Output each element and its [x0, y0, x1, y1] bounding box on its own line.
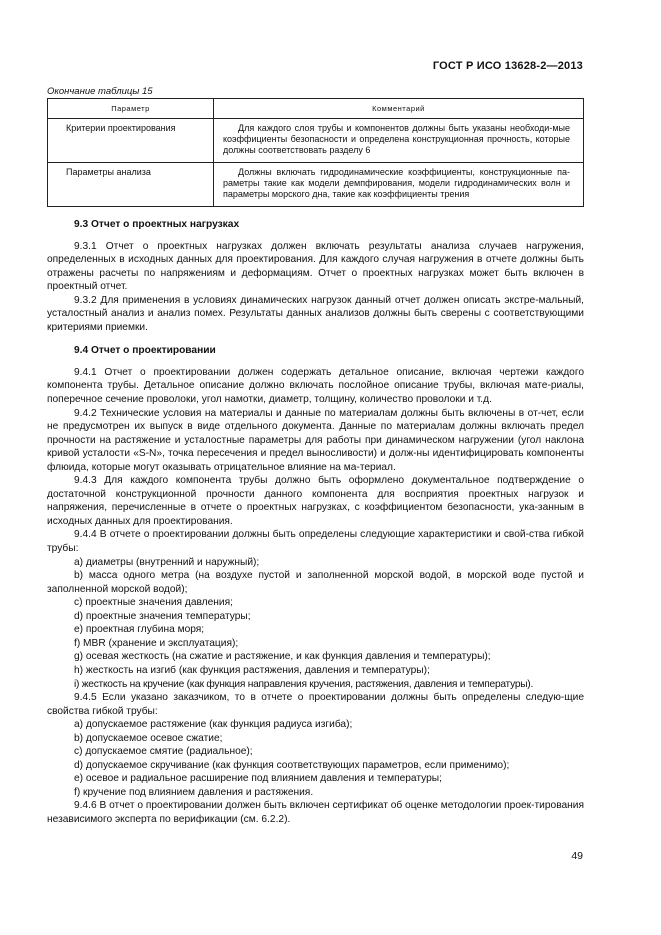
table-cell-param: Параметры анализа: [48, 163, 214, 207]
list-item: c) допускаемое смятие (радиальное);: [74, 746, 253, 758]
list-item: h) жесткость на изгиб (как функция растяжения, давления и температуры);: [74, 664, 430, 676]
list-item: f) кручение под влиянием давления и растяжения.: [74, 786, 314, 798]
list-item: a) диаметры (внутренний и наружный);: [74, 556, 260, 568]
column-header-parameter: Параметр: [48, 99, 214, 119]
list-item: i) жесткость на кручение (как функция направления кручения, растяжения, давления и температуры).: [74, 678, 534, 690]
section-heading-9-4: 9.4 Отчет о проектировании: [74, 345, 216, 357]
page-number: 49: [571, 850, 583, 862]
section-heading-9-3: 9.3 Отчет о проектных нагрузках: [74, 219, 240, 230]
paragraph-9-4-3: 9.4.3 Для каждого компонента трубы должно быть оформлено документальное подтверждение о достаточной конструкционной прочности данного компонента для восприятия проектных нагрузок и напряжения, перечисленные в отчете о проектных нагрузках, с коэффициентом безопасности, ука-занным в исходных данных для проектирования.: [47, 475, 584, 527]
document-id: ГОСТ Р ИСО 13628-2—2013: [432, 60, 583, 72]
parameters-table: [47, 98, 584, 207]
paragraph-9-3-1: 9.3.1 Отчет о проектных нагрузках должен включать результаты анализа случаев нагружения, определенных в исходных данных для проектирования. Для каждого случая нагружения в отчете должны быть отражены расчеты по напряжениям и деформациям. Отчет о проектных нагрузках может быть включен в проектный отчет.: [47, 240, 584, 293]
table-cell-comment: Должны включать гидродинамические коэффициенты, конструкционные па-раметры такие как модели демпфирования, модели гидродинамических волн и параметры морского дна, такие как коэффициенты трения: [214, 163, 584, 207]
list-item: e) проектная глубина моря;: [74, 624, 205, 636]
column-header-comment: Комментарий: [214, 99, 584, 119]
table-cell-comment: Для каждого слоя трубы и компонентов должны быть указаны необходи-мые коэффициенты безопасности и определена конструкционная прочность, которые должны соответствовать разделу 6: [214, 119, 584, 163]
list-item: a) допускаемое растяжение (как функция радиуса изгиба);: [74, 719, 353, 731]
paragraph-9-4-2: 9.4.2 Технические условия на материалы и данные по материалам должны быть включены в от-чет, если не предусмотрен их выпуск в виде отдельного документа. Данные по материалам должны включать предел прочности на растяжение и усталостные параметры для работы при динамическом нагружении (угол наклона кривой усталости «S-N», точка пересечения и предел выносливости) и долж-ны идентифицировать компоненты флюида, которые могут оказывать отрицательное влияние на ма-териал.: [47, 407, 584, 473]
list-item: d) допускаемое скручивание (как функция соответствующих параметров, если применимо);: [74, 759, 510, 771]
table-row: [48, 163, 584, 207]
table-row: [48, 119, 584, 163]
table-caption: Окончание таблицы 15: [47, 86, 153, 97]
list-item: b) допускаемое осевое сжатие;: [74, 732, 223, 744]
paragraph-9-4-5: 9.4.5 Если указано заказчиком, то в отчете о проектировании должны быть определены следую-щие свойства гибкой трубы:: [47, 692, 584, 717]
list-item: c) проектные значения давления;: [74, 597, 233, 609]
list-item: d) проектные значения температуры;: [74, 610, 251, 622]
paragraph-9-4-4: 9.4.4 В отчете о проектировании должны быть определены следующие характеристики и свой-ства гибкой трубы:: [47, 529, 584, 555]
list-item: b) масса одного метра (на воздухе пустой и заполненной морской водой, в морской воде пустой и заполненной морской водой);: [47, 570, 584, 595]
table-header-row: [48, 99, 584, 119]
document-body: [47, 218, 584, 827]
list-item: g) осевая жесткость (на сжатие и растяжение, и как функция давления и температуры);: [74, 651, 491, 663]
list-item: e) осевое и радиальное расширение под влиянием давления и температуры;: [74, 773, 442, 785]
table-cell-param: Критерии проектирования: [48, 119, 214, 163]
paragraph-9-4-1: 9.4.1 Отчет о проектировании должен содержать детальное описание, включая чертежи каждого компонента трубы. Детальное описание должно включать послойное описание трубы, включая мате-риалы, поперечное сечение проволоки, угол намотки, диаметр, толщину, количество проволоки и т.д.: [47, 366, 584, 406]
paragraph-9-3-2: 9.3.2 Для применения в условиях динамических нагрузок данный отчет должен описать экстре-мальный, усталостный анализ и анализ помех. Результаты данных анализов должны быть сверены с соответствующими критериями приемки.: [47, 294, 584, 333]
list-item: f) MBR (хранение и эксплуатация);: [74, 637, 239, 649]
paragraph-9-4-6: 9.4.6 В отчет о проектировании должен быть включен сертификат об оценке методологии проек-тирования независимого эксперта по верификации (см. 6.2.2).: [47, 800, 584, 825]
